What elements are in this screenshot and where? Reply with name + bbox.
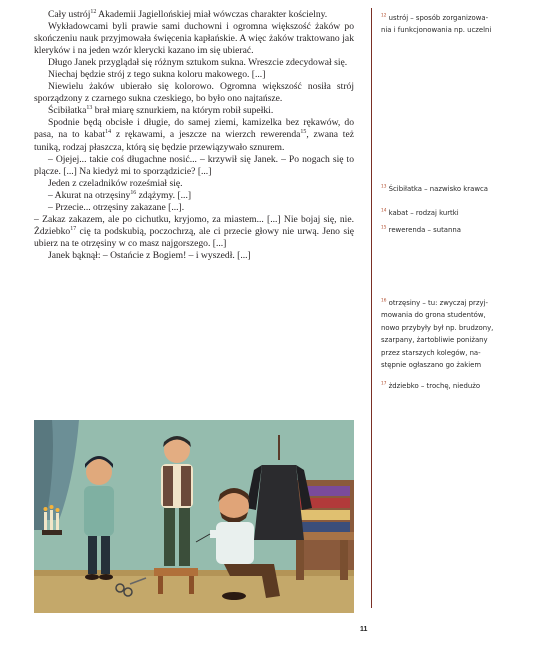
footnote-number: 15 — [381, 225, 387, 231]
text-run: – Przecie... otrzęsiny zakazane [...]. — [48, 201, 185, 213]
footnote-ref: 13 — [86, 105, 93, 112]
paragraph — [34, 190, 354, 202]
paragraph — [34, 21, 354, 57]
paragraph — [34, 81, 354, 105]
footnote-ref: 15 — [300, 129, 307, 136]
footnote-16 — [381, 297, 531, 371]
footnote-number: 13 — [381, 184, 387, 190]
footnote-text: otrzęsiny – tu: zwyczaj przyj- — [388, 299, 488, 307]
footnote-line — [381, 207, 531, 219]
text-run: Niechaj będzie strój z tego sukna koloru makowego. [...] — [48, 69, 266, 81]
footnote-14 — [381, 207, 531, 219]
footnote-ref: 12 — [90, 8, 97, 15]
footnote-text: żdziebko – trochę, niedużo — [388, 382, 481, 390]
footnote-line — [381, 322, 531, 334]
footnote-line — [381, 12, 531, 24]
footnote-text: mowania do grona studentów, — [381, 311, 486, 320]
footnote-line — [381, 309, 531, 321]
footnote-17 — [381, 380, 531, 392]
text-run: Janek bąknął: – Ostańcie z Bogiem! – i wyszedł. [...] — [48, 249, 251, 261]
tailor-shop-illustration — [34, 420, 354, 613]
text-run: brał miarę sznurkiem, na którym robił supełki. — [92, 105, 274, 117]
footnote-text: przez starszych kolegów, na- — [381, 348, 481, 357]
paragraph — [34, 250, 354, 262]
footnote-text: kabat – rodzaj kurtki — [388, 209, 459, 217]
footnote-13 — [381, 183, 531, 195]
text-run: zdążymy. [...] — [136, 189, 192, 201]
footnote-line — [381, 224, 531, 236]
footnote-15 — [381, 224, 531, 236]
footnote-line — [381, 359, 531, 371]
footnote-text: stępnie ogłaszano go żakiem — [381, 361, 482, 370]
text-run: Ścibiłatka — [48, 105, 87, 117]
text-run: – Zakaz zakazem, ale po cichutku, kryjomo, za miastem... [...] Nie bojaj się, nie. Żdziebko — [34, 213, 354, 237]
footnote-ref: 17 — [70, 225, 77, 232]
text-run: Spodnie będą obcisłe i długie, do samej ziemi, kamizelka bez rękawów, do pasa, na to kabat — [34, 117, 354, 141]
footnote-ref: 14 — [105, 129, 112, 136]
text-run: Cały ustrój — [48, 9, 91, 20]
paragraph — [34, 214, 354, 250]
text-run: z rękawami, a jeszcze na wierzch rewerenda — [111, 129, 301, 141]
text-run: – Ojejej... takie coś długachne nosić... – krzywił się Janek. – Po nogach się to plącze. [...] Na kiedyż mi to sporządzicie? [...] — [34, 153, 354, 177]
paragraph — [34, 117, 354, 153]
footnote-line — [381, 183, 531, 195]
paragraph — [34, 154, 354, 178]
text-run: Niewielu żaków ubierało się kolorowo. Ogromna większość nosiła strój sporządzony z czarnego sukna czeskiego, bo było ono najtańsze. — [34, 81, 354, 105]
footnote-number: 16 — [381, 298, 387, 304]
footnote-12 — [381, 12, 531, 37]
footnote-line — [381, 347, 531, 359]
text-run: – Akurat na otrzęsiny — [48, 189, 131, 201]
footnote-text: szarpany, żartobliwie poniżany — [381, 336, 488, 345]
footnote-number: 17 — [381, 381, 387, 387]
footnote-line — [381, 297, 531, 309]
footnote-text: nowo przybyły był np. brudzony, — [381, 323, 494, 332]
text-run: Akademii Jagiellońskiej miał wówczas charakter kościelny. — [96, 9, 328, 20]
footnote-number: 14 — [381, 208, 387, 214]
paragraph — [34, 9, 354, 21]
paragraph — [34, 202, 354, 214]
footnote-ref: 16 — [130, 189, 137, 196]
main-text — [34, 9, 354, 262]
footnote-text: rewerenda – sutanna — [388, 226, 461, 234]
paragraph — [34, 57, 354, 69]
text-run: Długo Janek przyglądał się różnym sztukom sukna. Wreszcie zdecydował się. — [48, 57, 348, 69]
text-run: Jeden z czeladników roześmiał się. — [48, 177, 183, 189]
text-run: Wykładowcami byli prawie sami duchowni i ogromna większość żaków po skończeniu nauk przyjmowała święcenia kapłańskie. A więc żaków traktowano jak kleryków i na jeden wzór klerycki kazano im się ubierać. — [34, 21, 354, 57]
text-run: , zwana też tuniką, rodzaj płaszcza, którą się będzie przewiązywało sznurem. — [34, 129, 354, 153]
text-run: cię ta podskubią, poczochrzą, ale ci przecie głowy nie urwą. Jeno się ubierz na te otrzęsiny w co masz najgorszego. [...] — [34, 225, 354, 249]
page-number: 11 — [360, 626, 368, 633]
footnote-line — [381, 380, 531, 392]
footnote-number: 12 — [381, 13, 387, 19]
footnote-text: nia i funkcjonowania np. uczelni — [381, 26, 492, 35]
paragraph — [34, 69, 354, 81]
footnote-line — [381, 24, 531, 36]
footnote-text: ustrój – sposób zorganizowa- — [388, 14, 489, 22]
column-divider — [371, 8, 372, 608]
footnote-line — [381, 334, 531, 346]
paragraph — [34, 178, 354, 190]
footnote-text: Ścibiłatka – nazwisko krawca — [388, 185, 488, 193]
paragraph — [34, 105, 354, 117]
